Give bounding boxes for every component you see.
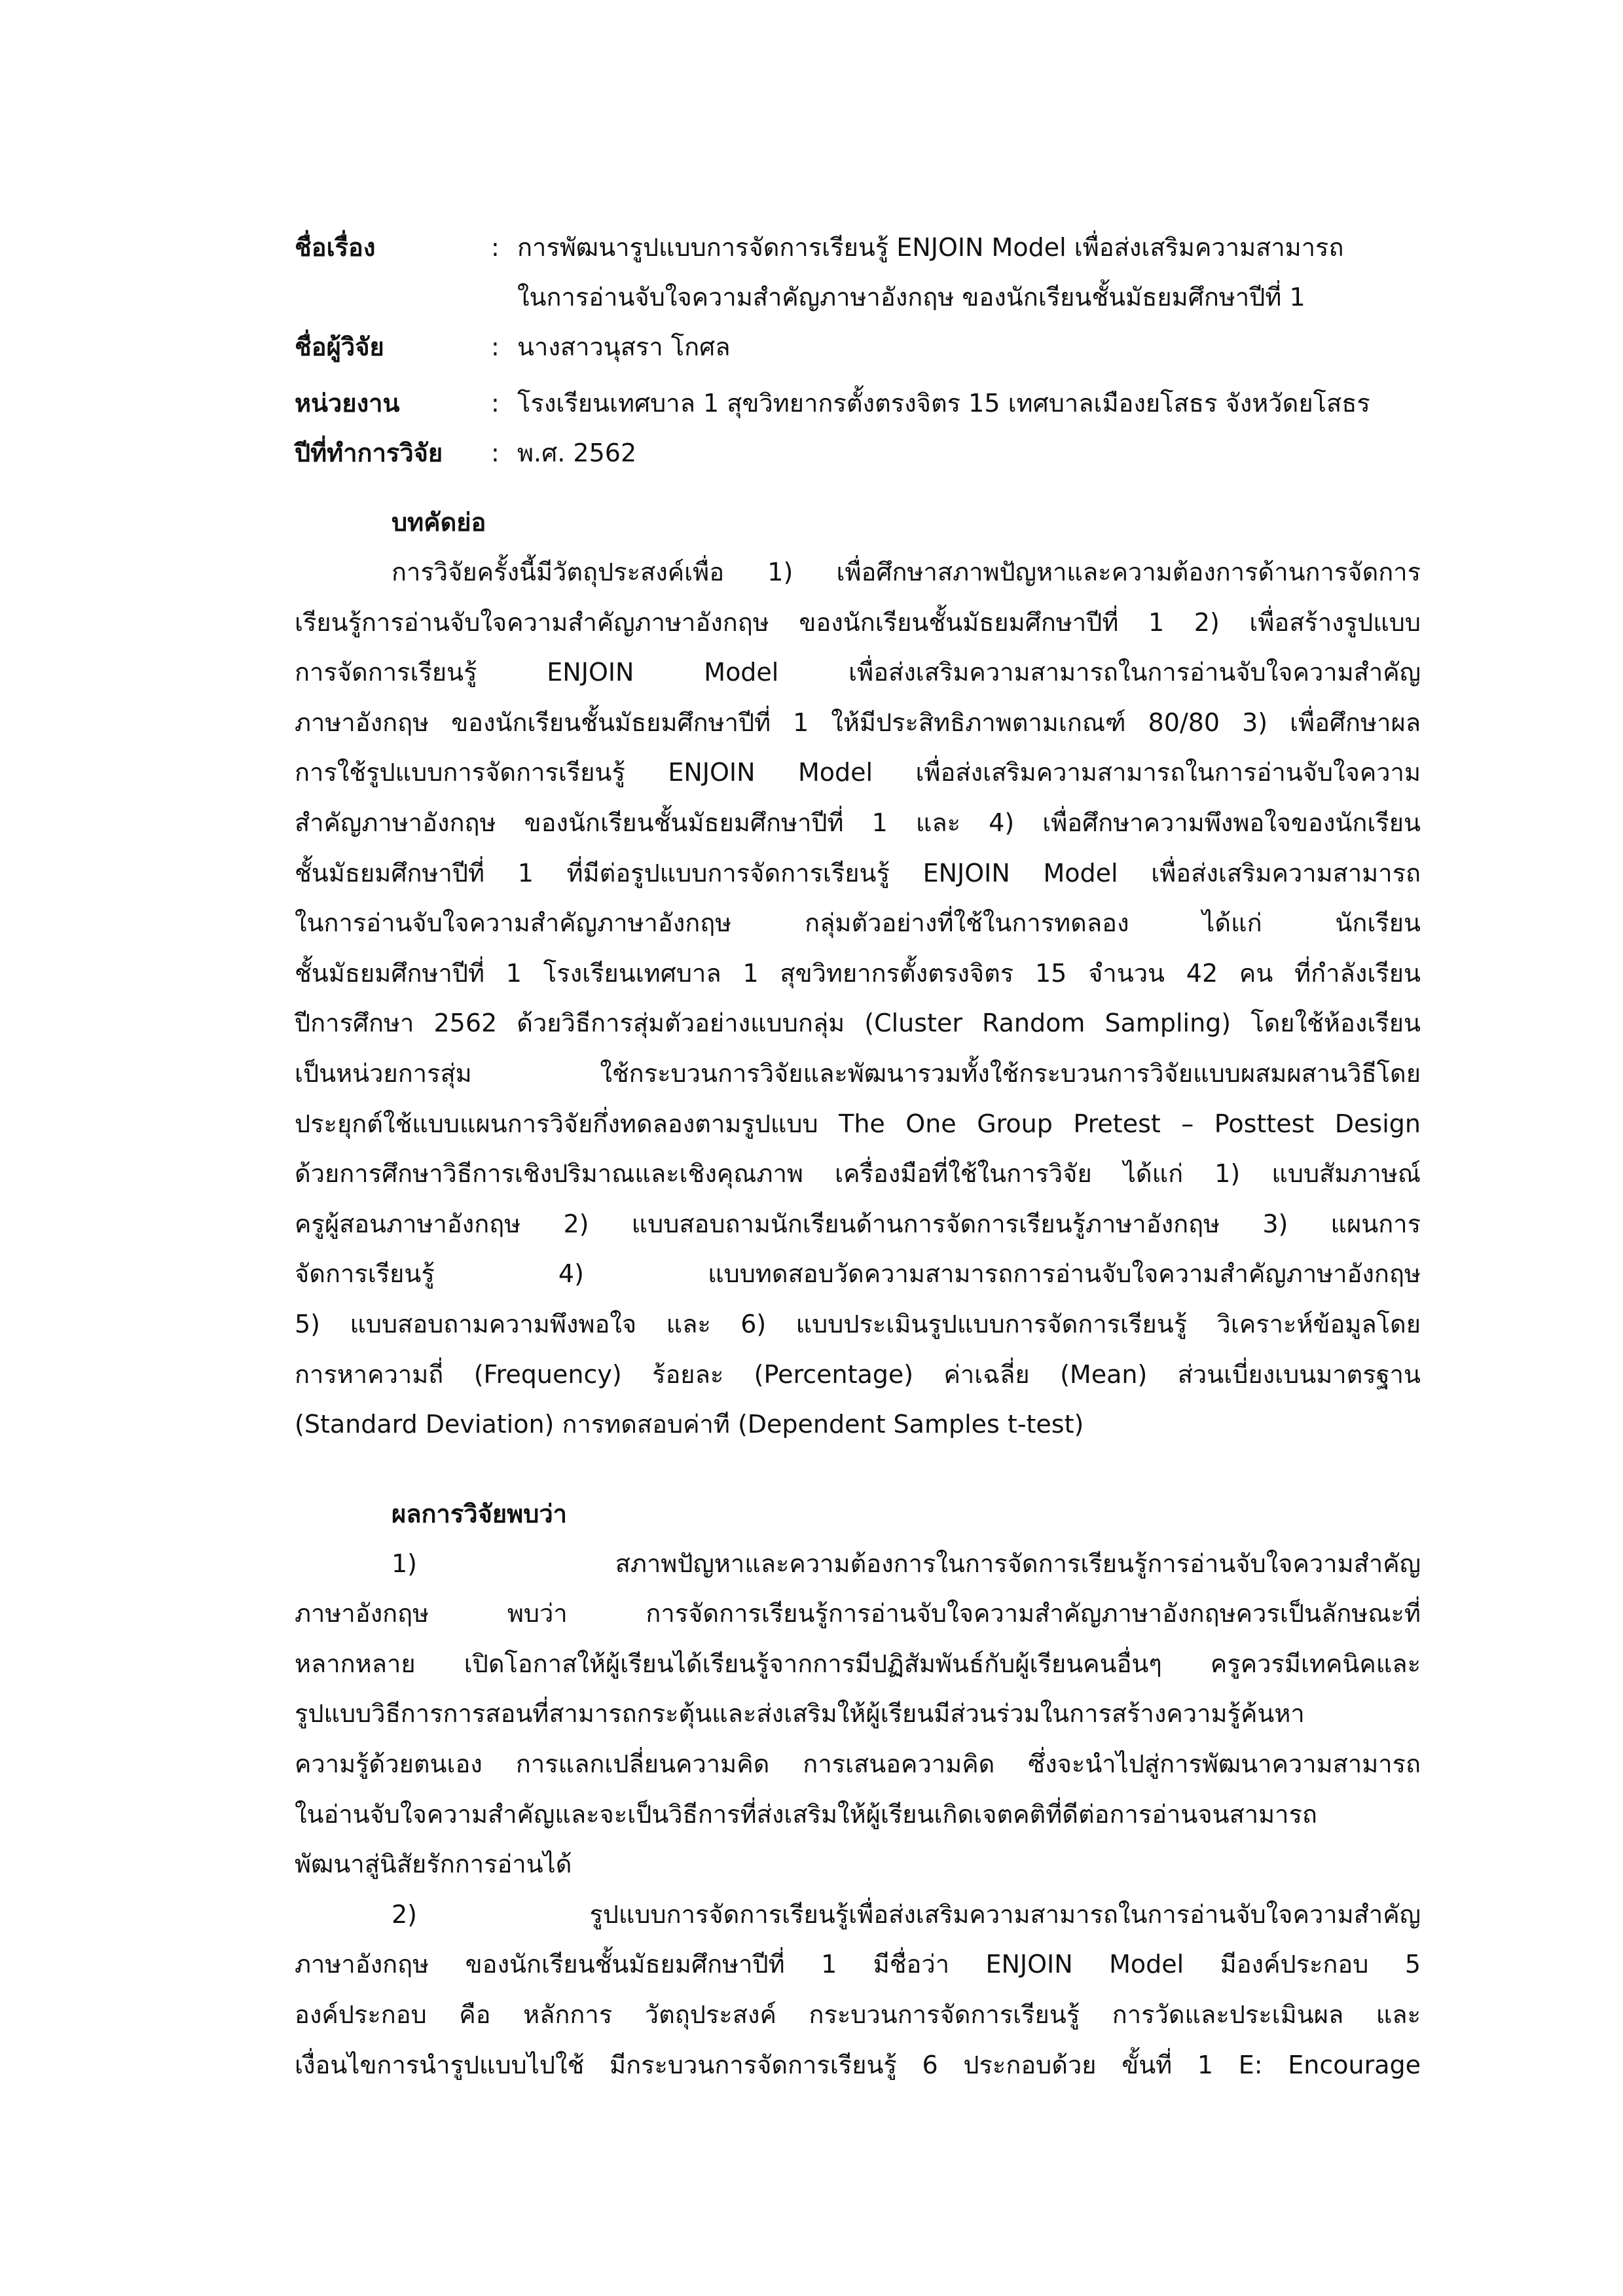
abstract-line: ประยุกต์ใช้แบบแผนการวิจัยกึ่งทดลองตามรูปแบบ The One Group Pretest – Posttest Design bbox=[295, 1109, 1421, 1138]
organization-row bbox=[295, 378, 1421, 428]
results-line: ภาษาอังกฤษ ของนักเรียนชั้นมัธยมศึกษาปีที่ 1 มีชื่อว่า ENJOIN Model มีองค์ประกอบ 5 bbox=[295, 1950, 1421, 1979]
title-value bbox=[517, 223, 1421, 322]
abstract-line: ปีการศึกษา 2562 ด้วยวิธีการสุ่มตัวอย่างแบบกลุ่ม (Cluster Random Sampling) โดยใช้ห้องเรียน bbox=[295, 1009, 1421, 1038]
year-value: พ.ศ. 2562 bbox=[517, 439, 637, 467]
abstract-line: ในการอ่านจับใจความสำคัญภาษาอังกฤษ กลุ่มตัวอย่างที่ใช้ในการทดลอง ได้แก่ นักเรียน bbox=[295, 908, 1421, 938]
results-line: หลากหลาย เปิดโอกาสให้ผู้เรียนได้เรียนรู้จากการมีปฏิสัมพันธ์กับผู้เรียนคนอื่นๆ ครูควรมีเทคนิคและ bbox=[295, 1649, 1421, 1678]
abstract-line: การจัดการเรียนรู้ ENJOIN Model เพื่อส่งเสริมความสามารถในการอ่านจับใจความสำคัญ bbox=[295, 658, 1421, 687]
results-line: รูปแบบวิธีการการสอนที่สามารถกระตุ้นและส่งเสริมให้ผู้เรียนมีส่วนร่วมในการสร้างความรู้ค้นหา bbox=[295, 1699, 1305, 1729]
abstract-line: ครูผู้สอนภาษาอังกฤษ 2) แบบสอบถามนักเรียนด้านการจัดการเรียนรู้ภาษาอังกฤษ 3) แผนการ bbox=[295, 1209, 1421, 1238]
results-line: เงื่อนไขการนำรูปแบบไปใช้ มีกระบวนการจัดการเรียนรู้ 6 ประกอบด้วย ขั้นที่ 1 E: Encourage bbox=[295, 2050, 1421, 2079]
abstract-line: ชั้นมัธยมศึกษาปีที่ 1 ที่มีต่อรูปแบบการจัดการเรียนรู้ ENJOIN Model เพื่อส่งเสริมความสามารถ bbox=[295, 858, 1421, 888]
results-paragraph-2 bbox=[295, 1890, 1421, 2090]
abstract-line: 5) แบบสอบถามความพึงพอใจ และ 6) แบบประเมินรูปแบบการจัดการเรียนรู้ วิเคราะห์ข้อมูลโดย bbox=[295, 1309, 1421, 1338]
abstract-line: ชั้นมัธยมศึกษาปีที่ 1 โรงเรียนเทศบาล 1 สุขวิทยากรตั้งตรงจิตร 15 จำนวน 42 คน ที่กำลังเรียน bbox=[295, 958, 1421, 988]
abstract-line: การหาความถี่ (Frequency) ร้อยละ (Percentage) ค่าเฉลี่ย (Mean) ส่วนเบี่ยงเบนมาตรฐาน bbox=[295, 1359, 1421, 1389]
year-row bbox=[295, 428, 1421, 478]
title-colon: : bbox=[491, 233, 500, 262]
abstract-line: การใช้รูปแบบการจัดการเรียนรู้ ENJOIN Model เพื่อส่งเสริมความสามารถในการอ่านจับใจความ bbox=[295, 758, 1421, 787]
document-page bbox=[295, 223, 1421, 2090]
results-line: ภาษาอังกฤษ พบว่า การจัดการเรียนรู้การอ่านจับใจความสำคัญภาษาอังกฤษควรเป็นลักษณะที่ bbox=[295, 1599, 1421, 1628]
researcher-value: นางสาวนุสรา โกศล bbox=[517, 332, 731, 361]
researcher-row bbox=[295, 322, 1421, 372]
title-line-2: ในการอ่านจับใจความสำคัญภาษาอังกฤษ ของนักเรียนชั้นมัธยมศึกษาปีที่ 1 bbox=[517, 283, 1305, 312]
abstract-line: เรียนรู้การอ่านจับใจความสำคัญภาษาอังกฤษ ของนักเรียนชั้นมัธยมศึกษาปีที่ 1 2) เพื่อสร้างรูปแบบ bbox=[295, 607, 1421, 637]
results-line: ความรู้ด้วยตนเอง การแลกเปลี่ยนความคิด การเสนอความคิด ซึ่งจะนำไปสู่การพัฒนาความสามารถ bbox=[295, 1749, 1421, 1779]
organization-value: โรงเรียนเทศบาล 1 สุขวิทยากรตั้งตรงจิตร 15 เทศบาลเมืองยโสธร จังหวัดยโสธร bbox=[517, 389, 1370, 418]
results-line: องค์ประกอบ คือ หลักการ วัตถุประสงค์ กระบวนการจัดการเรียนรู้ การวัดและประเมินผล และ bbox=[295, 2000, 1421, 2030]
abstract-line: ภาษาอังกฤษ ของนักเรียนชั้นมัธยมศึกษาปีที่ 1 ให้มีประสิทธิภาพตามเกณฑ์ 80/80 3) เพื่อศึกษาผล bbox=[295, 708, 1421, 737]
abstract-paragraph bbox=[295, 547, 1421, 1450]
results-line: พัฒนาสู่นิสัยรักการอ่านได้ bbox=[295, 1850, 572, 1879]
title-row bbox=[295, 223, 1421, 322]
organization-colon: : bbox=[491, 389, 500, 418]
abstract-line: เป็นหน่วยการสุ่ม ใช้กระบวนการวิจัยและพัฒนารวมทั้งใช้กระบวนการวิจัยแบบผสมผสานวิธีโดย bbox=[295, 1058, 1421, 1088]
abstract-line: ด้วยการศึกษาวิธีการเชิงปริมาณและเชิงคุณภาพ เครื่องมือที่ใช้ในการวิจัย ได้แก่ 1) แบบสัมภาษณ์ bbox=[295, 1159, 1421, 1189]
results-paragraph-1 bbox=[295, 1539, 1421, 1890]
title-label: ชื่อเรื่อง bbox=[295, 233, 376, 262]
year-label: ปีที่ทำการวิจัย bbox=[295, 439, 443, 467]
abstract-line: (Standard Deviation) การทดสอบค่าที (Dependent Samples t-test) bbox=[295, 1410, 1084, 1439]
results-line: 2) รูปแบบการจัดการเรียนรู้เพื่อส่งเสริมความสามารถในการอ่านจับใจความสำคัญ bbox=[392, 1899, 1421, 1929]
researcher-label: ชื่อผู้วิจัย bbox=[295, 332, 384, 361]
researcher-colon: : bbox=[491, 332, 500, 361]
abstract-line: สำคัญภาษาอังกฤษ ของนักเรียนชั้นมัธยมศึกษาปีที่ 1 และ 4) เพื่อศึกษาความพึงพอใจของนักเรียน bbox=[295, 808, 1421, 837]
results-line: ในอ่านจับใจความสำคัญและจะเป็นวิธีการที่ส่งเสริมให้ผู้เรียนเกิดเจตคติที่ดีต่อการอ่านจนสามารถ bbox=[295, 1799, 1317, 1829]
title-line-1: การพัฒนารูปแบบการจัดการเรียนรู้ ENJOIN Model เพื่อส่งเสริมความสามารถ bbox=[517, 233, 1344, 262]
abstract-heading: บทคัดย่อ bbox=[392, 508, 486, 537]
abstract-line: การวิจัยครั้งนี้มีวัตถุประสงค์เพื่อ 1) เพื่อศึกษาสภาพปัญหาและความต้องการด้านการจัดการ bbox=[392, 558, 1421, 586]
organization-label: หน่วยงาน bbox=[295, 389, 400, 418]
abstract-line: จัดการเรียนรู้ 4) แบบทดสอบวัดความสามารถการอ่านจับใจความสำคัญภาษาอังกฤษ bbox=[295, 1259, 1421, 1289]
year-colon: : bbox=[491, 439, 500, 467]
results-heading: ผลการวิจัยพบว่า bbox=[392, 1499, 568, 1528]
results-line: 1) สภาพปัญหาและความต้องการในการจัดการเรียนรู้การอ่านจับใจความสำคัญ bbox=[392, 1549, 1421, 1578]
